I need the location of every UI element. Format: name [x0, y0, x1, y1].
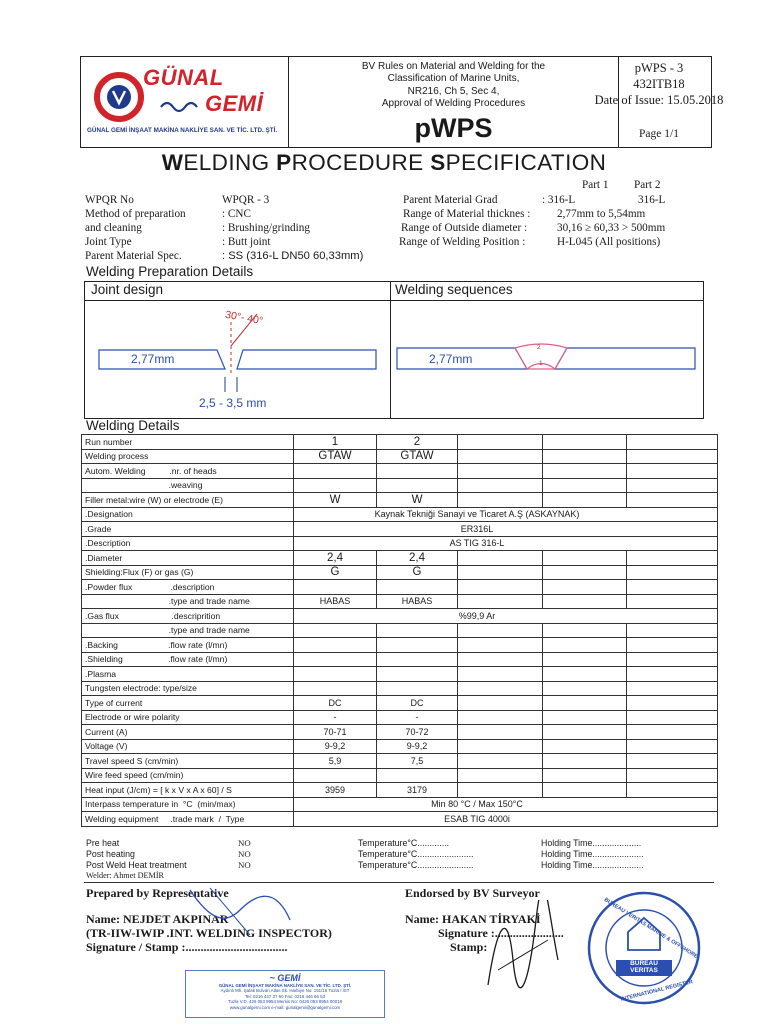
- table-row: [82, 449, 718, 464]
- pwht-label: Post Weld Heat treatment: [86, 860, 187, 870]
- row-label: Heat input (J/cm) = [ k x V x A x 60] / S: [82, 783, 294, 798]
- od-value: 30,16 ≥ 60,33 > 500mm: [557, 222, 666, 234]
- empty-cell: [543, 551, 627, 566]
- run-2-value: W: [377, 493, 458, 508]
- row-label: .Plasma: [82, 667, 294, 682]
- rules-line-1: BV Rules on Material and Welding for the: [361, 61, 546, 72]
- empty-cell: [458, 681, 543, 696]
- empty-cell: [627, 725, 718, 740]
- method-value: : CNC: [222, 208, 251, 220]
- empty-cell: [543, 783, 627, 798]
- empty-cell: [543, 638, 627, 653]
- postheat-temp: Temperature°C.......................: [358, 849, 474, 859]
- run-2-value: 2,4: [377, 551, 458, 566]
- row-label: .weaving: [82, 478, 294, 493]
- run-2-value: [377, 464, 458, 479]
- table-row: [82, 783, 718, 798]
- od-label: Range of Outside diameter :: [401, 222, 528, 234]
- empty-cell: [627, 754, 718, 769]
- run-1-value: 5,9: [294, 754, 377, 769]
- run-2-value: [377, 623, 458, 638]
- empty-cell: [458, 580, 543, 595]
- pwht-holding: Holding Time.....................: [541, 860, 644, 870]
- empty-cell: [458, 783, 543, 798]
- empty-cell: [627, 493, 718, 508]
- table-row: [82, 652, 718, 667]
- company-stamp-address: Aydınlı Mh. Şafak Bulvarı Atlas Sk. Harbiye No: 191/16 Tuzla / İST: [220, 988, 350, 994]
- table-row: [82, 594, 718, 609]
- table-row: [82, 522, 718, 537]
- run-1-value: [294, 478, 377, 493]
- empty-cell: [543, 565, 627, 580]
- rules-line-4: Approval of Welding Procedures: [381, 98, 526, 110]
- row-span-value: %99,9 Ar: [294, 609, 718, 624]
- row-label: Wire feed speed (cm/min): [82, 768, 294, 783]
- run-2-value: 9-9,2: [377, 739, 458, 754]
- logo-brand-1: GÜNAL: [143, 65, 224, 90]
- row-label: .Diameter: [82, 551, 294, 566]
- empty-cell: [458, 435, 543, 450]
- run-1-value: [294, 768, 377, 783]
- empty-cell: [543, 768, 627, 783]
- empty-cell: [543, 464, 627, 479]
- table-row: [82, 435, 718, 450]
- row-span-value: ER316L: [294, 522, 718, 537]
- representative-signature-field: Signature / Stamp :..................................: [86, 940, 288, 954]
- grad-value-1: : 316-L: [542, 194, 576, 206]
- run-2-value: [377, 478, 458, 493]
- run-2-value: [377, 652, 458, 667]
- position-value: H-L045 (All positions): [557, 236, 661, 248]
- row-label: Voltage (V): [82, 739, 294, 754]
- empty-cell: [458, 551, 543, 566]
- company-stamp-tax: Tuzla V.D. 426 053 9954 Mersis No: 0426 053 9954 00018: [227, 999, 343, 1005]
- run-1-value: [294, 652, 377, 667]
- empty-cell: [458, 449, 543, 464]
- preheat-temp: Temperature°C.............: [358, 838, 450, 848]
- empty-cell: [543, 435, 627, 450]
- empty-cell: [458, 667, 543, 682]
- empty-cell: [627, 565, 718, 580]
- header-box: [80, 56, 724, 148]
- empty-cell: [627, 449, 718, 464]
- empty-cell: [627, 478, 718, 493]
- empty-cell: [543, 725, 627, 740]
- wpqr-value: WPQR - 3: [222, 194, 270, 206]
- surveyor-signature: [478, 900, 568, 995]
- representative-title: (TR-IIW-IWIP .INT. WELDING INSPECTOR): [86, 926, 332, 940]
- postheat-label: Post heating: [86, 849, 135, 859]
- table-row: [82, 667, 718, 682]
- surveyor-name: Name: HAKAN TİRYAKİ: [405, 912, 541, 926]
- empty-cell: [627, 710, 718, 725]
- row-label: .Description: [82, 536, 294, 551]
- empty-cell: [458, 710, 543, 725]
- run-2-value: [377, 638, 458, 653]
- pass-2-label: 2: [537, 344, 541, 351]
- row-span-value: AS TIG 316-L: [294, 536, 718, 551]
- table-row: [82, 725, 718, 740]
- table-row: [82, 464, 718, 479]
- company-stamp-name: GÜNAL GEMİ İNŞAAT MAKİNA NAKLİYE SAN. VE TİC. LTD. ŞTİ.: [218, 983, 352, 988]
- empty-cell: [627, 580, 718, 595]
- table-row: [82, 478, 718, 493]
- preheat-label: Pre heat: [86, 838, 120, 848]
- table-row: [82, 551, 718, 566]
- representative-name: Name: NEJDET AKPINAR: [86, 912, 229, 926]
- joint-type-label: Joint Type: [85, 236, 132, 248]
- welder-name: Welder: Ahmet DEMİR: [86, 871, 165, 880]
- part1-header: Part 1: [582, 179, 609, 191]
- row-label: .Powder flux .description: [82, 580, 294, 595]
- logo-company-name: GÜNAL GEMİ İNŞAAT MAKİNA NAKLİYE SAN. VE TİC. LTD. ŞTİ.: [87, 127, 278, 134]
- row-label: Run number: [82, 435, 294, 450]
- table-row: [82, 580, 718, 595]
- empty-cell: [627, 623, 718, 638]
- run-1-value: 3959: [294, 783, 377, 798]
- logo-cell: [81, 57, 289, 147]
- surveyor-signature-field: Signature :.......................: [438, 926, 564, 940]
- gap-label: 2,5 - 3,5 mm: [199, 396, 267, 410]
- empty-cell: [627, 594, 718, 609]
- row-label: .Gas flux .descriprition: [82, 609, 294, 624]
- empty-cell: [458, 638, 543, 653]
- run-1-value: HABAS: [294, 594, 377, 609]
- row-label: .Backing .flow rate (l/mn): [82, 638, 294, 653]
- run-1-value: [294, 638, 377, 653]
- empty-cell: [627, 667, 718, 682]
- empty-cell: [627, 739, 718, 754]
- postheat-holding: Holding Time.....................: [541, 849, 644, 859]
- preheat-holding: Holding Time....................: [541, 838, 642, 848]
- details-section-title: Welding Details: [86, 418, 180, 433]
- empty-cell: [543, 696, 627, 711]
- table-row: [82, 696, 718, 711]
- table-row: [82, 797, 718, 812]
- table-row: [82, 507, 718, 522]
- empty-cell: [627, 768, 718, 783]
- empty-cell: [543, 710, 627, 725]
- empty-cell: [627, 551, 718, 566]
- company-stamp-web: www.gunalgemi.com e-mail: gunalgemi@gunalgemi.com: [229, 1004, 341, 1010]
- run-1-value: 2,4: [294, 551, 377, 566]
- empty-cell: [543, 667, 627, 682]
- row-label: Electrode or wire polarity: [82, 710, 294, 725]
- pass-1-label: 1: [539, 360, 543, 367]
- thickness-label-left: 2,77mm: [131, 352, 175, 366]
- parent-spec-label: Parent Material Spec.: [85, 250, 182, 262]
- run-2-value: 2: [377, 435, 458, 450]
- empty-cell: [458, 739, 543, 754]
- grad-label: Parent Material Grad: [403, 194, 498, 206]
- table-row: [82, 493, 718, 508]
- run-2-value: [377, 768, 458, 783]
- run-1-value: [294, 681, 377, 696]
- welding-details-table: [81, 434, 718, 827]
- bevel-angle-label: 30°- 40°: [224, 308, 264, 328]
- run-2-value: 3179: [377, 783, 458, 798]
- bv-stamp-top-text: BUREAU VERITAS MARINE & OFFSHORE: [602, 897, 699, 961]
- run-2-value: -: [377, 710, 458, 725]
- row-label: .Shielding .flow rate (l/mn): [82, 652, 294, 667]
- run-1-value: [294, 464, 377, 479]
- doc-code: pWPS: [414, 113, 493, 143]
- empty-cell: [458, 725, 543, 740]
- table-row: [82, 710, 718, 725]
- preheat-value: NO: [238, 838, 251, 848]
- row-label: Type of current: [82, 696, 294, 711]
- row-span-value: Kaynak Tekniği Sanayi ve Ticaret A.Ş (ASKAYNAK): [294, 507, 718, 522]
- empty-cell: [543, 681, 627, 696]
- welding-sequences-label: Welding sequences: [395, 282, 513, 297]
- empty-cell: [543, 739, 627, 754]
- endorsed-by-heading: Endorsed by BV Surveyor: [405, 886, 540, 900]
- row-label: .type and trade name: [82, 594, 294, 609]
- thickness-label: Range of Material thicknes :: [403, 208, 531, 220]
- table-row: [82, 739, 718, 754]
- row-label: Travel speed S (cm/min): [82, 754, 294, 769]
- grad-value-2: 316-L: [638, 194, 666, 206]
- empty-cell: [458, 464, 543, 479]
- run-2-value: G: [377, 565, 458, 580]
- company-stamp: ~ GEMİ GÜNAL GEMİ İNŞAAT MAKİNA NAKLİYE SAN. VE TİC. LTD. ŞTİ. Aydınlı Mh. Şafak Bulvarı Atlas Sk. Harbiye No: 191/16 Tuzla / İST Tel: 0216 447 37 60 Fax: 0216 446 66 53 Tuzla V.D. 426 053 9954 Mersis No: 0426 053 9954 00018 www.gunalgemi.com e-mail: gunalgemi@gunalgemi.com: [185, 970, 385, 1018]
- part2-header: Part 2: [634, 179, 661, 191]
- empty-cell: [627, 652, 718, 667]
- table-row: [82, 768, 718, 783]
- row-label: .Designation: [82, 507, 294, 522]
- run-2-value: [377, 667, 458, 682]
- prep-section-title: Welding Preparation Details: [86, 264, 254, 279]
- empty-cell: [458, 768, 543, 783]
- empty-cell: [627, 464, 718, 479]
- issue-date: Date of Issue: 15.05.2018: [594, 93, 724, 107]
- run-1-value: GTAW: [294, 449, 377, 464]
- row-label: Tungsten electrode: type/size: [82, 681, 294, 696]
- prepared-by-heading: Prepared by Representative: [86, 886, 229, 900]
- rules-line-3: NR216, Ch 5, Sec 4,: [407, 85, 500, 97]
- run-1-value: W: [294, 493, 377, 508]
- row-label: .Grade: [82, 522, 294, 537]
- parent-spec-value: : SS (316-L DN50 60,33mm): [222, 250, 364, 262]
- empty-cell: [543, 493, 627, 508]
- empty-cell: [543, 652, 627, 667]
- logo-brand-2: GEMİ: [205, 91, 264, 116]
- table-row: [82, 754, 718, 769]
- representative-signature: [180, 880, 300, 940]
- page-number: Page 1/1: [639, 128, 679, 140]
- run-1-value: 1: [294, 435, 377, 450]
- wpqr-label: WPQR No: [85, 194, 134, 206]
- run-2-value: DC: [377, 696, 458, 711]
- rules-cell: [289, 57, 619, 147]
- table-row: [82, 565, 718, 580]
- table-row: [82, 681, 718, 696]
- row-label: Current (A): [82, 725, 294, 740]
- empty-cell: [458, 623, 543, 638]
- empty-cell: [627, 435, 718, 450]
- pwht-temp: Temperature°C.......................: [358, 860, 474, 870]
- run-1-value: DC: [294, 696, 377, 711]
- row-label: Welding process: [82, 449, 294, 464]
- method-label: Method of preparation: [85, 208, 186, 220]
- run-2-value: GTAW: [377, 449, 458, 464]
- empty-cell: [458, 493, 543, 508]
- run-1-value: [294, 623, 377, 638]
- run-1-value: 9-9,2: [294, 739, 377, 754]
- empty-cell: [543, 580, 627, 595]
- run-2-value: [377, 580, 458, 595]
- bv-stamp-bottom-text: INTERNATIONAL REGISTER: [620, 979, 694, 1003]
- empty-cell: [543, 449, 627, 464]
- thickness-label-right: 2,77mm: [429, 352, 473, 366]
- empty-cell: [627, 783, 718, 798]
- row-span-value: Min 80 °C / Max 150°C: [294, 797, 718, 812]
- joint-type-value: : Butt joint: [222, 236, 271, 248]
- row-label: Welding equipment .trade mark / Type: [82, 812, 294, 827]
- run-2-value: 7,5: [377, 754, 458, 769]
- signature-divider: [84, 882, 714, 883]
- page-title: WELDING PROCEDURE SPECIFICATION: [161, 150, 607, 175]
- cleaning-label: and cleaning: [85, 222, 142, 234]
- empty-cell: [458, 652, 543, 667]
- table-row: [82, 812, 718, 827]
- run-2-value: 70-72: [377, 725, 458, 740]
- empty-cell: [458, 696, 543, 711]
- row-span-value: ESAB TIG 4000i: [294, 812, 718, 827]
- row-label: Autom. Welding .nr. of heads: [82, 464, 294, 479]
- cleaning-value: : Brushing/grinding: [222, 222, 310, 234]
- run-1-value: 70-71: [294, 725, 377, 740]
- table-row: [82, 623, 718, 638]
- company-stamp-phone: Tel: 0216 447 37 60 Fax: 0216 446 66 53: [244, 993, 326, 999]
- run-1-value: -: [294, 710, 377, 725]
- run-1-value: [294, 580, 377, 595]
- row-label: .type and trade name: [82, 623, 294, 638]
- surveyor-stamp-field: Stamp:: [450, 940, 488, 954]
- joint-design-label: Joint design: [91, 282, 164, 297]
- empty-cell: [458, 594, 543, 609]
- joint-design-box: [84, 281, 704, 419]
- reference-number: 432ITB18: [633, 77, 685, 91]
- run-2-value: [377, 681, 458, 696]
- run-2-value: HABAS: [377, 594, 458, 609]
- pwht-value: NO: [238, 860, 251, 870]
- table-row: [82, 609, 718, 624]
- empty-cell: [627, 638, 718, 653]
- row-label: Filler metal:wire (W) or electrode (E): [82, 493, 294, 508]
- empty-cell: [458, 565, 543, 580]
- run-1-value: [294, 667, 377, 682]
- table-row: [82, 638, 718, 653]
- postheat-value: NO: [238, 849, 251, 859]
- empty-cell: [627, 696, 718, 711]
- empty-cell: [543, 754, 627, 769]
- row-label: Interpass temperature in °C (min/max): [82, 797, 294, 812]
- empty-cell: [627, 681, 718, 696]
- joint-box-header: [85, 282, 703, 301]
- empty-cell: [458, 478, 543, 493]
- run-1-value: G: [294, 565, 377, 580]
- row-label: Shielding:Flux (F) or gas (G): [82, 565, 294, 580]
- thickness-value: 2,77mm to 5,54mm: [557, 208, 646, 220]
- issue-cell: [594, 57, 724, 147]
- rules-line-2: Classification of Marine Units,: [387, 73, 520, 85]
- empty-cell: [543, 594, 627, 609]
- rules-text: [289, 61, 618, 111]
- position-label: Range of Welding Position :: [399, 236, 526, 248]
- empty-cell: [458, 754, 543, 769]
- table-row: [82, 536, 718, 551]
- bv-stamp-name: BUREAU VERITAS: [630, 960, 658, 974]
- pwps-number: pWPS - 3: [634, 61, 684, 75]
- empty-cell: [543, 623, 627, 638]
- empty-cell: [543, 478, 627, 493]
